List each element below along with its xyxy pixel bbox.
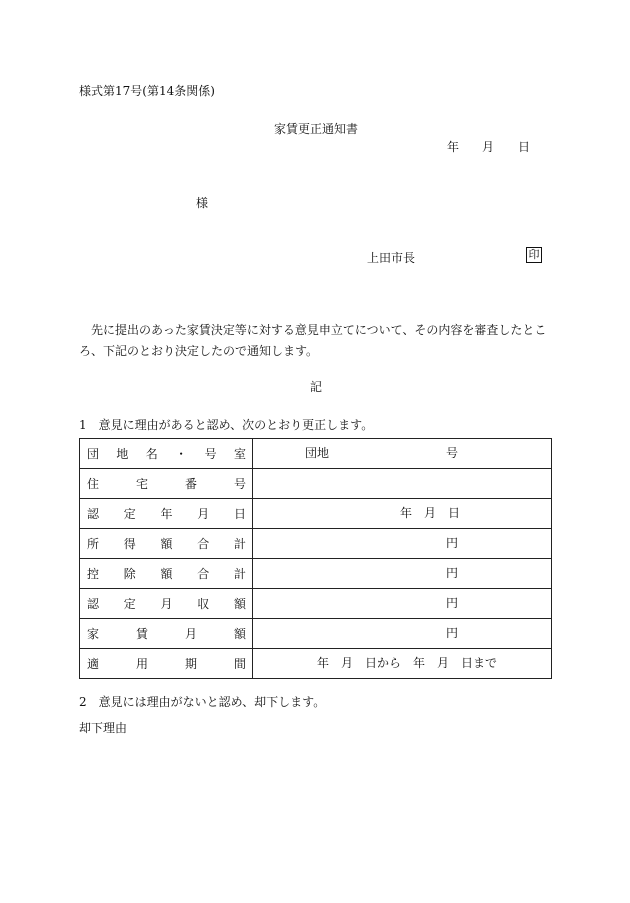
label-char: 定	[123, 597, 136, 611]
yen-unit: 円	[446, 566, 459, 580]
label-char: 認	[87, 507, 100, 521]
label-char: 適	[87, 657, 100, 671]
go-label: 号	[446, 446, 459, 460]
row-value-cell	[253, 529, 552, 559]
label-char: 地	[116, 447, 129, 461]
label-char: 計	[233, 567, 246, 581]
yen-unit: 円	[446, 626, 459, 640]
label-char: 番	[184, 477, 197, 491]
label-char: 家	[87, 627, 100, 641]
reject-reason-label: 却下理由	[79, 721, 128, 735]
label-char: 所	[87, 537, 100, 551]
label-char: 間	[233, 657, 246, 671]
label-char: 得	[123, 537, 136, 551]
item-2-text: 2 意見には理由がないと認め、却下します。	[79, 695, 326, 709]
row-value-cell	[253, 499, 552, 529]
label-char: 賃	[135, 627, 148, 641]
row-label	[80, 499, 253, 529]
label-char: 収	[197, 597, 210, 611]
row-value-cell	[253, 589, 552, 619]
row-label	[80, 469, 253, 499]
label-char: 宅	[135, 477, 148, 491]
label-char: 額	[233, 597, 246, 611]
row-label	[80, 589, 253, 619]
table-row	[80, 499, 552, 529]
row-label	[80, 439, 253, 469]
body-paragraph: 先に提出のあった家賃決定等に対する意見申立てについて、その内容を審査したところ、下記のとおり決定したので通知します。	[79, 323, 547, 358]
label-char: ・	[175, 447, 188, 461]
label-char: 合	[197, 537, 210, 551]
row-label	[80, 619, 253, 649]
label-char: 用	[135, 657, 148, 671]
seal-box: 印	[526, 247, 542, 263]
label-char: 合	[197, 567, 210, 581]
table-row	[80, 529, 552, 559]
table-row	[80, 619, 552, 649]
document-title: 家賃更正通知書	[274, 122, 359, 136]
table-row	[80, 469, 552, 499]
table-row	[80, 589, 552, 619]
date-placeholder: 年 月 日	[400, 506, 461, 520]
row-value-cell	[253, 559, 552, 589]
danchi-label: 団地	[305, 446, 330, 460]
label-char: 額	[160, 567, 173, 581]
row-label	[80, 649, 253, 679]
label-char: 住	[87, 477, 100, 491]
row-label	[80, 559, 253, 589]
row-value-cell	[253, 469, 552, 499]
notice-table	[79, 438, 552, 679]
table-row	[80, 439, 552, 469]
item-1-text: 1 意見に理由があると認め、次のとおり更正します。	[79, 418, 374, 432]
label-char: 除	[123, 567, 136, 581]
table-row	[80, 559, 552, 589]
label-char: 室	[233, 447, 246, 461]
label-char: 月	[160, 597, 173, 611]
yen-unit: 円	[446, 536, 459, 550]
label-char: 年	[160, 507, 173, 521]
period-placeholder: 年 月 日から 年 月 日まで	[317, 656, 498, 670]
row-value-cell	[253, 439, 552, 469]
row-value-cell	[253, 649, 552, 679]
label-char: 控	[87, 567, 100, 581]
issuer-name: 上田市長	[367, 251, 416, 265]
date-year-label: 年	[447, 140, 460, 154]
form-number: 様式第17号(第14条関係)	[79, 84, 215, 98]
date-day-label: 日	[518, 140, 531, 154]
label-char: 名	[145, 447, 158, 461]
row-value-cell	[253, 619, 552, 649]
row-label	[80, 529, 253, 559]
label-char: 号	[204, 447, 217, 461]
label-char: 額	[160, 537, 173, 551]
label-char: 計	[233, 537, 246, 551]
ki-heading: 記	[310, 380, 323, 394]
label-char: 日	[233, 507, 246, 521]
table-row	[80, 649, 552, 679]
label-char: 月	[197, 507, 210, 521]
date-month-label: 月	[482, 140, 495, 154]
yen-unit: 円	[446, 596, 459, 610]
label-char: 団	[87, 447, 100, 461]
addressee-honorific: 様	[196, 196, 209, 210]
label-char: 期	[184, 657, 197, 671]
label-char: 月	[184, 627, 197, 641]
label-char: 号	[233, 477, 246, 491]
label-char: 額	[233, 627, 246, 641]
label-char: 定	[123, 507, 136, 521]
label-char: 認	[87, 597, 100, 611]
